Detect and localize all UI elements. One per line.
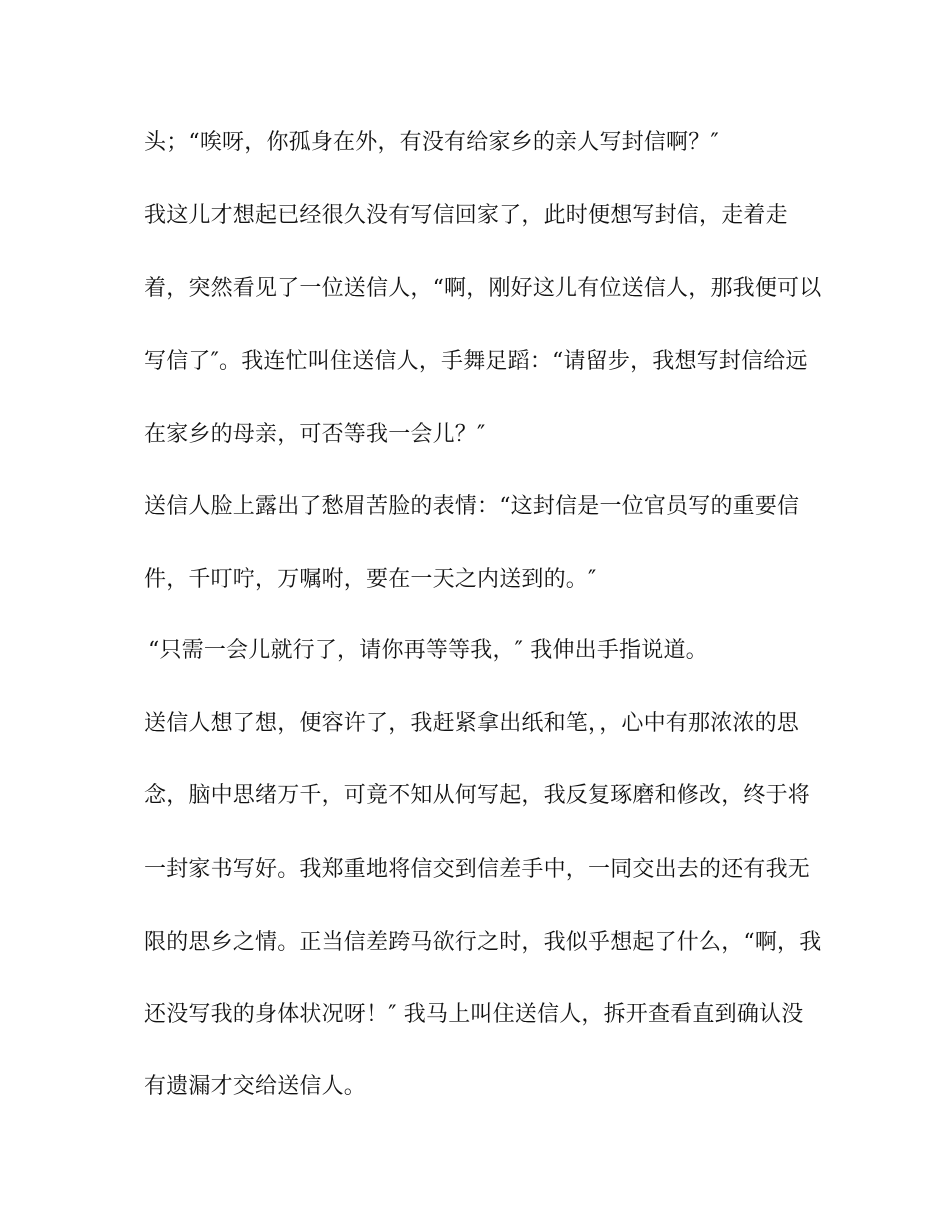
text-line: 送信人想了想，便容许了，我赶紧拿出纸和笔，，心中有那浓浓的思 — [144, 711, 800, 736]
text-line: 一封家书写好。我郑重地将信交到信差手中，一同交出去的还有我无 — [144, 857, 811, 882]
text-line: 我这儿才想起已经很久没有写信回家了，此时便想写封信，走着走 — [144, 203, 788, 228]
text-line: 还没写我的身体状况呀！″ 我马上叫住送信人，拆开查看直到确认没 — [144, 1002, 804, 1027]
text-line: “只需一会儿就行了，请你再等等我，″ 我伸出手指说道。 — [148, 638, 708, 663]
text-line: 有遗漏才交给送信人。 — [144, 1074, 367, 1099]
text-line: 头；“唉呀，你孤身在外，有没有给家乡的亲人写封信啊？″ — [144, 130, 719, 155]
text-line: 件，千叮咛，万嘱咐，要在一天之内送到的。″ — [144, 567, 597, 592]
text-line: 送信人脸上露出了愁眉苦脸的表情：“这封信是一位官员写的重要信 — [144, 494, 800, 519]
text-line: 写信了″。我连忙叫住送信人，手舞足蹈：“请留步，我想写封信给远 — [144, 349, 808, 374]
text-line: 念，脑中思绪万千，可竟不知从何写起，我反复琢磨和修改，终于将 — [144, 783, 811, 808]
text-line: 在家乡的母亲，可否等我一会儿？″ — [144, 422, 486, 447]
text-line: 限的思乡之情。正当信差跨马欲行之时，我似乎想起了什么，“啊，我 — [144, 930, 822, 955]
text-line: 着，突然看见了一位送信人，“啊，刚好这儿有位送信人，那我便可以 — [144, 276, 822, 301]
